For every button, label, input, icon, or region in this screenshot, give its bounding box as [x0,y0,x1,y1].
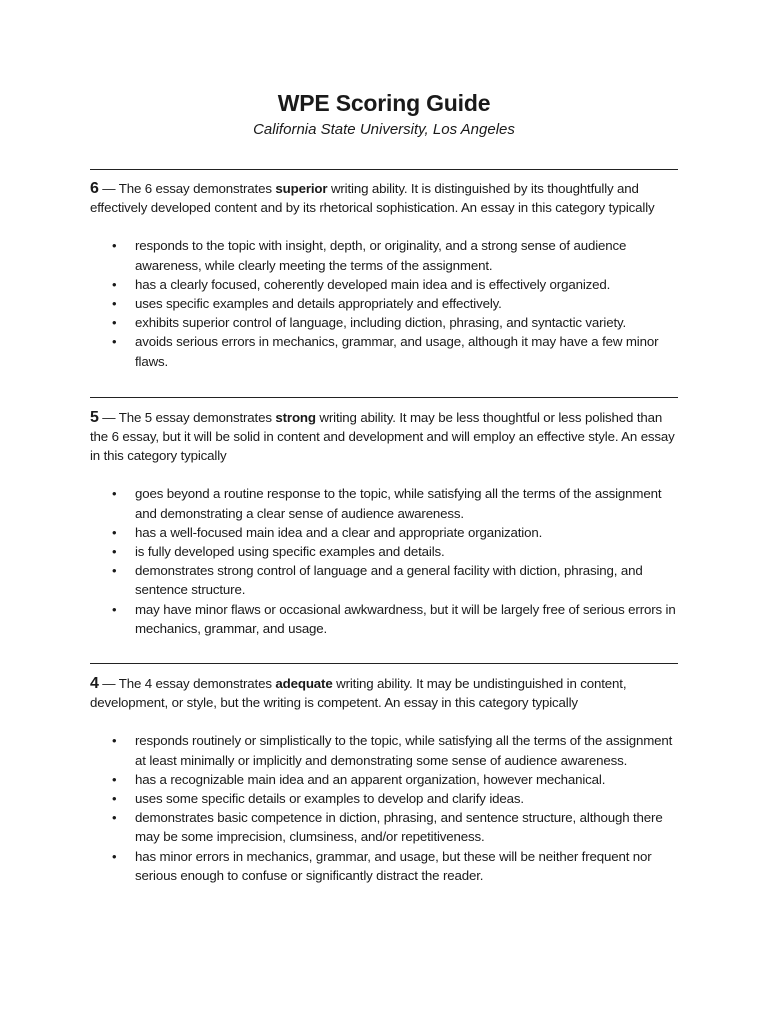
criterion-text: exhibits superior control of language, including diction, phrasing, and syntactic variety. [135,315,627,331]
level-word: superior [275,181,328,196]
bullet-icon: • [112,276,117,292]
bullet-icon: • [112,334,117,350]
intro-lead: The 4 essay demonstrates [118,676,276,692]
criterion-text: uses specific examples and details appropriately and effectively. [135,296,502,312]
list-item [90,600,678,638]
list-item [90,294,678,313]
bullet-icon: • [112,486,117,502]
criterion-text: has a clearly focused, coherently developed main idea and is effectively organized. [135,276,611,292]
score-number: 6 [90,180,99,197]
criterion-text: has minor errors in mechanics, grammar, and usage, but these will be neither frequent nor serious enough to confuse or significantly distract the reader. [135,848,652,883]
bullet-icon: • [112,810,117,826]
list-item [90,275,678,294]
score-number: 4 [90,675,99,693]
bullet-icon: • [112,791,117,807]
intro-lead: The 6 essay demonstrates [118,181,276,196]
list-item [90,542,678,561]
list-item [90,523,678,542]
page-subtitle: California State University, Los Angeles [253,121,515,138]
criterion-text: goes beyond a routine response to the topic, while satisfying all the terms of the assignment and demonstrating a clear sense of audience awareness. [135,486,662,521]
criterion-text: responds routinely or simplistically to the topic, while satisfying all the terms of the assignment at least minimally or implicitly and demonstrating some sense of audience awareness. [135,733,673,768]
bullet-icon: • [112,315,117,331]
criterion-text: has a recognizable main idea and an apparent organization, however mechanical. [135,771,606,787]
criteria-list [90,236,678,370]
section-divider [90,663,678,664]
criterion-text: avoids serious errors in mechanics, grammar, and usage, although it may have a few minor flaws. [135,334,659,369]
criterion-text: may have minor flaws or occasional awkwardness, but it will be largely free of serious errors in mechanics, grammar, and usage. [135,601,676,636]
section-divider [90,397,678,398]
level-word: adequate [275,676,333,692]
criterion-text: is fully developed using specific examples and details. [135,544,445,560]
bullet-icon: • [112,733,117,749]
document-page [90,88,678,885]
criterion-text: responds to the topic with insight, depth, or originality, and a strong sense of audience awareness, while clearly meeting the terms of the assignment. [135,238,627,273]
bullet-icon: • [112,238,117,254]
criteria-list [90,731,678,885]
section-divider [90,169,678,170]
list-item [90,332,678,370]
bullet-icon: • [112,848,117,864]
score-section-6 [90,179,678,371]
score-section-5 [90,408,678,638]
list-item [90,808,678,846]
section-intro [90,408,678,466]
list-item [90,236,678,274]
list-item [90,847,678,885]
criterion-text: has a well-focused main idea and a clear and appropriate organization. [135,524,543,540]
list-item [90,770,678,789]
list-item [90,561,678,599]
bullet-icon: • [112,544,117,560]
section-intro [90,674,678,712]
bullet-icon: • [112,296,117,312]
list-item [90,789,678,808]
bullet-icon: • [112,524,117,540]
dash: — [98,181,119,196]
list-item [90,731,678,769]
bullet-icon: • [112,563,117,579]
criterion-text: demonstrates basic competence in diction, phrasing, and sentence structure, although there may be some imprecision, clumsiness, and/or repetitiveness. [135,810,663,845]
criterion-text: uses some specific details or examples to develop and clarify ideas. [135,791,524,807]
intro-rest: writing ability. It is distinguished by its thoughtfully and effectively developed content and by its rhetorical sophistication. An essay in this category typically [90,181,655,216]
dash: — [98,676,119,692]
level-word: strong [275,409,316,425]
section-intro [90,179,678,217]
intro-lead: The 5 essay demonstrates [118,409,276,425]
bullet-icon: • [112,771,117,787]
criteria-list [90,484,678,638]
list-item [90,313,678,332]
page-title: WPE Scoring Guide [277,90,491,116]
criterion-text: demonstrates strong control of language and a general facility with diction, phrasing, and sentence structure. [135,563,643,598]
bullet-icon: • [112,601,117,617]
list-item [90,484,678,522]
intro-rest: writing ability. It may be less thoughtful or less polished than the 6 essay, but it will be solid in content and development and will employ an effective style. An essay in this category typically [90,409,675,464]
intro-rest: writing ability. It may be undistinguished in content, development, or style, but the writing is competent. An essay in this category typically [90,676,627,711]
score-number: 5 [90,408,99,426]
dash: — [98,409,119,425]
score-section-4 [90,674,678,885]
